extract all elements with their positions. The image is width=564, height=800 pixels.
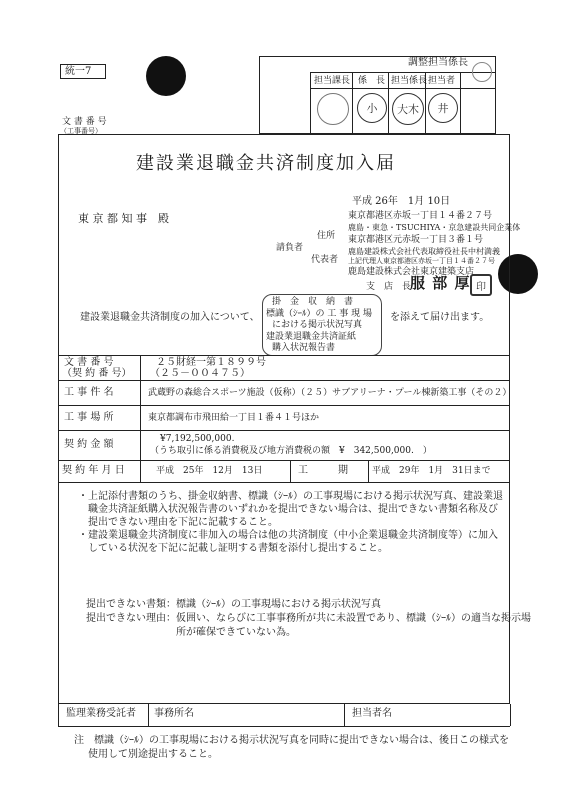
company-seal: 印	[470, 274, 492, 296]
contract-no-value: （２５－００４７５）	[150, 368, 250, 379]
amount-value: ¥7,192,500,000.	[160, 434, 235, 444]
applicant-line: 鹿島建設株式会社代表取締役社長中村満義	[348, 247, 500, 256]
approval-stamp: 井	[428, 93, 458, 123]
amount-tax: （うち取引に係る消費税及び地方消費税の額 ¥ 342,500,000. ）	[150, 446, 432, 456]
bracket-item: 掛 金 収 納 書	[272, 297, 354, 307]
doc-number-sub: （工事番号）	[60, 127, 102, 135]
page-title: 建設業退職金共済制度加入届	[136, 153, 396, 174]
bracket-item: 購入状況報告書	[272, 343, 336, 353]
approval-header: 調整担当係長	[408, 57, 468, 68]
person-label: 担当者名	[352, 708, 392, 719]
form-code: 統一7	[65, 66, 92, 77]
role-label: 係 長	[358, 76, 386, 86]
reason-doc-label: 提出できない書類：	[86, 599, 176, 610]
reason-label: 提出できない理由：	[86, 613, 176, 624]
intro-tail: を添えて届け出ます。	[390, 312, 490, 323]
reason-doc-value: 標識（ｼｰﾙ）の工事現場における掲示状況写真	[176, 599, 381, 610]
doc-no-label: 文 書 番 号	[64, 357, 114, 368]
role-label: 担当係長	[391, 76, 428, 86]
note-line: 提出できない理由を下記に記載すること。	[78, 517, 278, 528]
bracket-item: 建設業退職金共済証紙	[266, 332, 357, 342]
approval-stamp: 大木	[392, 93, 424, 125]
small-stamp	[472, 62, 492, 82]
applicant-line: 東京都港区赤坂一丁目１４番２７号	[348, 211, 493, 221]
note-line: ・上記添付書類のうち、掛金収納書、標識（ｼｰﾙ）の工事現場における掲示状況写真、建設業退	[78, 491, 503, 502]
work-name-value: 武蔵野の森総合スポーツ施設（仮称）（２５）サブアリーナ・プール棟新築工事（その２）	[148, 388, 512, 398]
rep-label: 代表者	[311, 255, 339, 265]
office-label: 事務所名	[154, 708, 194, 719]
applicant-line: 鹿島・東急・TSUCHIYA・京急建設共同企業体	[348, 223, 521, 232]
note-line: ・建設業退職金共済制度に非加入の場合は他の共済制度（中小企業退職金共済制度等）に加入	[78, 530, 498, 541]
role-label: 担当課長	[314, 76, 351, 86]
contract-date-value: 平成 25年 12月 13日	[156, 466, 263, 476]
branch-label: 支 店 長	[366, 282, 412, 292]
form-code-box	[60, 64, 106, 79]
work-name-label: 工 事 件 名	[64, 387, 114, 398]
approval-stamp: 小	[357, 93, 387, 123]
period-value: 平成 29年 1月 31日まで	[372, 466, 491, 476]
rep-name: 服 部 厚	[410, 274, 471, 292]
supervisor-label: 監理業務受託者	[66, 708, 136, 719]
address-label: 住所	[317, 231, 336, 241]
note-line: している状況を下記に記載し証明する書類を添付し提出すること。	[78, 543, 388, 554]
submit-date: 平成 26年 1月 10日	[352, 196, 451, 207]
bracket-item: 標識（ｼｰﾙ）の 工 事 現 場	[266, 309, 372, 319]
addressee: 東 京 都 知 事 殿	[78, 212, 169, 225]
applicant-line: 東京都港区元赤坂一丁目３番１号	[348, 235, 484, 245]
amount-label: 契 約 金 額	[64, 439, 114, 450]
contract-no-label: （契 約 番 号）	[62, 368, 132, 379]
period-label: 工 期	[298, 465, 348, 476]
doc-no-value: ２５財経一第１８９９号	[156, 357, 266, 368]
site-value: 東京都調布市飛田給一丁目１番４１号ほか	[148, 413, 320, 423]
applicant-line: 上記代理人東京都港区赤坂一丁目１４番２７号	[348, 257, 495, 265]
footnote: 使用して別途提出すること。	[88, 749, 218, 760]
contract-date-label: 契 約 年 月 日	[62, 465, 125, 476]
footnote: 注 標識（ｼｰﾙ）の工事現場における掲示状況写真を同時に提出できない場合は、後日この様式を	[74, 735, 509, 746]
approval-stamp	[317, 93, 349, 125]
bracket-item: における掲示状況写真	[272, 320, 363, 330]
site-label: 工 事 場 所	[64, 412, 114, 423]
punch-hole	[146, 56, 186, 96]
reason-value: 仮囲い、ならびに工事事務所が共に未設置であり、標識（ｼｰﾙ）の適当な掲示場	[176, 613, 531, 624]
role-label: 担当者	[428, 76, 456, 86]
note-line: 職金共済証紙購入状況報告書のいずれかを提出できない場合は、提出できない書類名称及び	[78, 504, 498, 515]
reason-value: 所が確保できていない為。	[176, 627, 296, 638]
doc-number-label: 文 書 番 号	[62, 117, 107, 127]
applicant-label: 請負者	[276, 243, 304, 253]
intro-text: 建設業退職金共済制度の加入について、	[80, 312, 260, 323]
applicant-line: 鹿島建設株式会社東京建築支店	[348, 267, 475, 277]
